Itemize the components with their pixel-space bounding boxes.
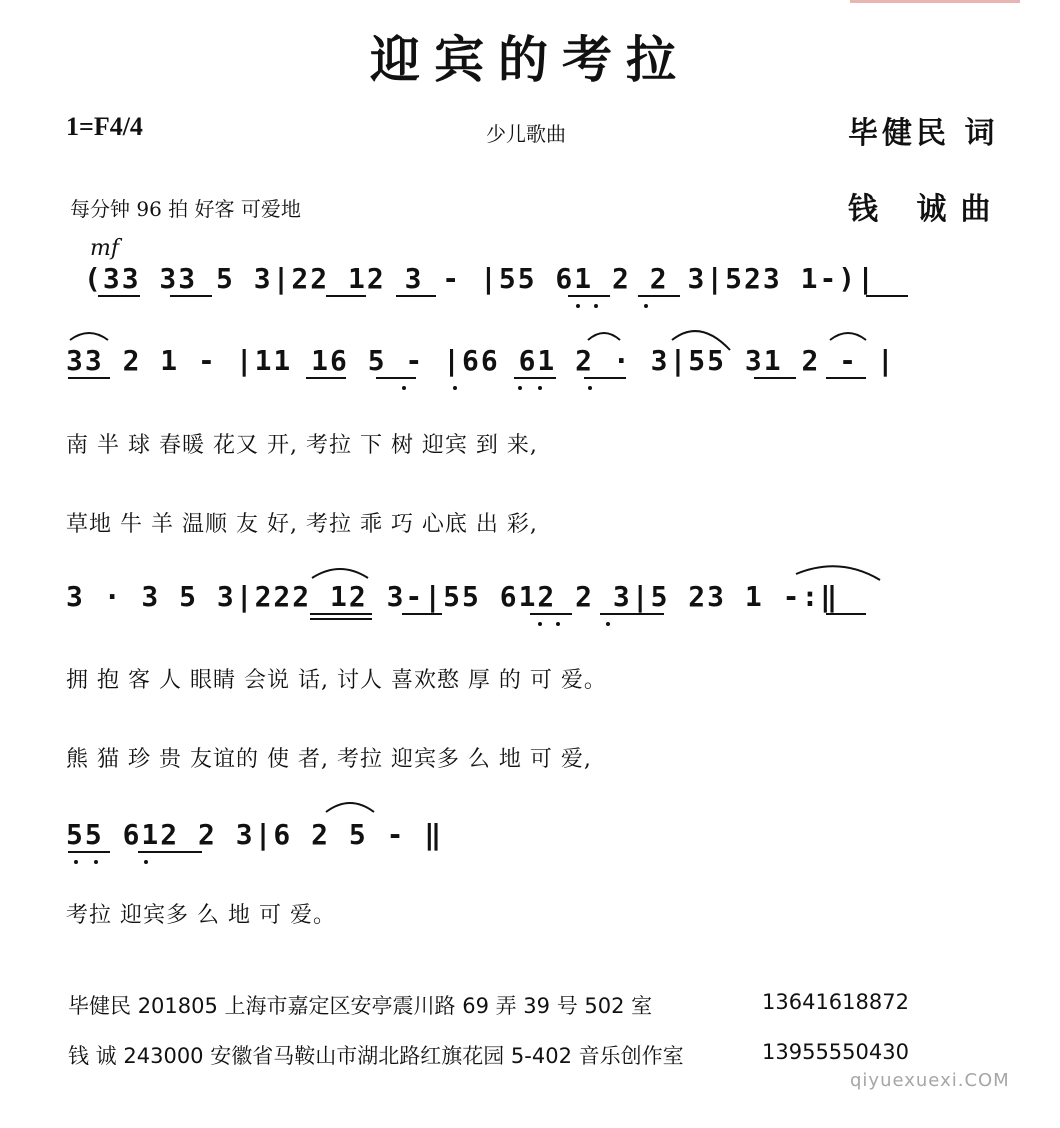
octave-dot xyxy=(588,386,592,390)
octave-dot xyxy=(594,304,598,308)
octave-dot xyxy=(453,386,457,390)
octave-dot xyxy=(576,304,580,308)
lyrics-line-3-verse-1: 拥 抱 客 人 眼睛 会说 话, 讨人 喜欢憨 厚 的 可 爱。 xyxy=(66,668,607,693)
slur xyxy=(70,333,108,340)
score-line-1: (33 33 5 3|22 12 3 - |55 61 2 2 3|523 1-)| xyxy=(84,262,877,295)
octave-dot xyxy=(74,860,78,864)
octave-dot xyxy=(518,386,522,390)
score-line-3: 3 · 3 5 3|222 12 3-|55 612 2 3|5 23 1 -:‖ xyxy=(66,580,840,613)
contact-postcode: 243000 xyxy=(123,1044,204,1068)
octave-dot xyxy=(538,622,542,626)
lyricist-credit: 毕健民 词 xyxy=(848,116,999,151)
octave-dot xyxy=(606,622,610,626)
key-signature: 1=F4/4 xyxy=(66,112,143,141)
slur xyxy=(830,333,866,340)
contact-name: 毕健民 xyxy=(68,994,131,1018)
slur xyxy=(588,333,620,340)
octave-dot xyxy=(644,304,648,308)
contact-address: 安徽省马鞍山市湖北路红旗花园 5-402 音乐创作室 xyxy=(210,1044,684,1068)
lyrics-line-2-verse-2: 草地 牛 羊 温顺 友 好, 考拉 乖 巧 心底 出 彩, xyxy=(66,512,538,537)
octave-dot xyxy=(556,622,560,626)
octave-dot xyxy=(144,860,148,864)
watermark: qiyuexuexi.COM xyxy=(850,1070,1010,1091)
contact-phone-lyricist: 13641618872 xyxy=(762,990,909,1014)
octave-dot xyxy=(402,386,406,390)
composer-credit: 钱 诚曲 xyxy=(848,192,1005,227)
contact-address: 上海市嘉定区安亭震川路 69 弄 39 号 502 室 xyxy=(224,994,653,1018)
slur xyxy=(312,569,368,578)
song-title: 迎宾的考拉 xyxy=(370,30,690,89)
dynamic-marking: mf xyxy=(90,236,120,261)
lyrics-line-2-verse-1: 南 半 球 春暖 花又 开, 考拉 下 树 迎宾 到 来, xyxy=(66,433,538,458)
score-line-2: 33 2 1 - |11 16 5 - |66 61 2 · 3|55 31 2 - | xyxy=(66,344,896,377)
score-line-4: 55 612 2 3|6 2 5 - ‖ xyxy=(66,818,444,851)
lyrics-line-3-verse-2: 熊 猫 珍 贵 友谊的 使 者, 考拉 迎宾多 么 地 可 爱, xyxy=(66,747,592,772)
octave-dot xyxy=(538,386,542,390)
contact-phone-composer: 13955550430 xyxy=(762,1040,909,1064)
slur xyxy=(326,803,374,812)
octave-dot xyxy=(94,860,98,864)
contact-postcode: 201805 xyxy=(137,994,218,1018)
slur xyxy=(672,331,730,350)
lyrics-line-4: 考拉 迎宾多 么 地 可 爱。 xyxy=(66,903,336,928)
contact-name: 钱 诚 xyxy=(68,1044,117,1068)
slur xyxy=(796,566,880,580)
genre-label: 少儿歌曲 xyxy=(486,122,566,146)
tempo-marking: 每分钟 96 拍 好客 可爱地 xyxy=(70,197,301,221)
